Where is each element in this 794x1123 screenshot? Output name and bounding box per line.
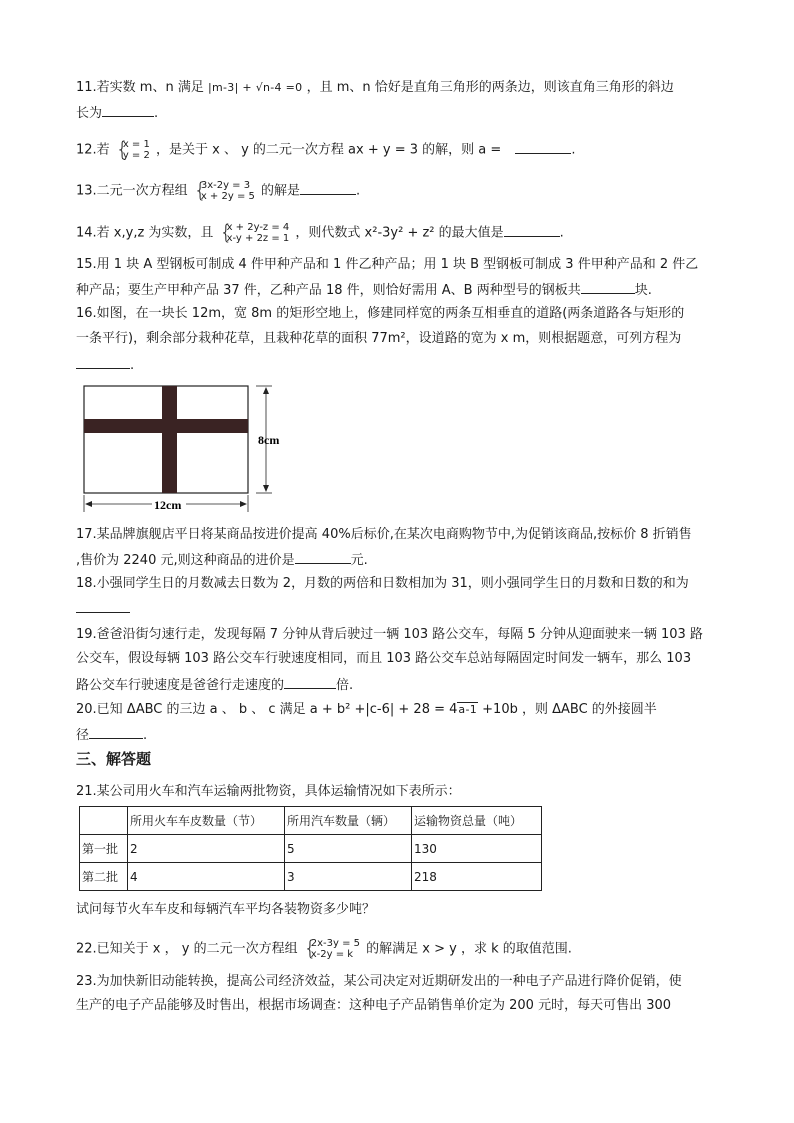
width-label: 12cm — [154, 498, 182, 512]
question-15-line-2: 种产品；要生产甲种产品 37 件，乙种产品 18 件，则恰好需用 A、B 两种型号的钢板共 块. — [76, 283, 652, 298]
road-figure — [76, 376, 296, 516]
answer-blank[interactable] — [76, 356, 130, 369]
table-header — [80, 807, 128, 835]
table-row — [80, 863, 542, 891]
question-11-line-2: 长为 . — [76, 106, 159, 121]
q11-math: |m-3| + √n-4 =0 — [207, 81, 303, 94]
question-16-line-3: . — [76, 356, 134, 374]
question-21-intro: 21.某公司用火车和汽车运输两批物资，具体运输情况如下表所示： — [76, 784, 461, 799]
question-23-line-1: 23.为加快新旧动能转换，提高公司经济效益，某公司决定对近期研发出的一种电子产品进行降价促销，使 — [76, 974, 682, 989]
equation-system: { x = 1 y = 2 — [116, 139, 150, 161]
answer-blank[interactable] — [89, 726, 143, 739]
equation-system: { 2x-3y = 5 x-2y = k — [304, 938, 360, 960]
horizontal-road — [84, 419, 248, 433]
answer-blank[interactable] — [515, 141, 571, 154]
table-header-row — [80, 807, 542, 835]
table-row — [80, 835, 542, 863]
question-19-line-2: 公交车，假设每辆 103 路公交车行驶速度相同，而且 103 路公交车总站每隔固定时间发一辆车，那么 103 — [76, 651, 692, 666]
answer-blank[interactable] — [504, 224, 560, 237]
answer-blank[interactable] — [300, 182, 356, 195]
height-label: 8cm — [258, 433, 280, 447]
question-17-line-2: ,售价为 2240 元,则这种商品的进价是 元. — [76, 553, 368, 568]
question-11-line-1: 11.若实数 m、n 满足 |m-3| + √n-4 =0 ，且 m、n 恰好是直角三角形的两条边，则该直角三角形的斜边 — [76, 80, 674, 95]
question-18-line-1: 18.小强同学生日的月数减去日数为 2，月数的两倍和日数相加为 31，则小强同学生日的月数和日数的和为 — [76, 576, 689, 591]
table-cell: 218 — [412, 863, 542, 891]
section-title: 三、解答题 — [76, 750, 152, 768]
question-20-line-1: 20.已知 ΔABC 的三边 a 、 b 、 c 满足 a + b² +|c-6| + 28 = 4a-1 +10b ，则 ΔABC 的外接圆半 — [76, 702, 657, 717]
equation-system: { 3x-2y = 3 x + 2y = 5 — [194, 180, 255, 202]
question-19-line-3: 路公交车行驶速度是爸爸行走速度的 倍. — [76, 678, 354, 693]
question-23-line-2: 生产的电子产品能够及时售出，根据市场调查：这种电子产品销售单价定为 200 元时，每天可售出 300 — [76, 998, 672, 1013]
question-22: 22.已知关于 x ， y 的二元一次方程组 { 2x-3y = 5 x-2y = k 的解满足 x > y ，求 k 的取值范围. — [76, 938, 572, 960]
question-14: 14.若 x,y,z 为实数，且 { x + 2y-z = 4 x-y + 2z = 1 ，则代数式 x²-3y² + z² 的最大值是 . — [76, 222, 564, 244]
table-cell: 第二批 — [80, 863, 128, 891]
question-16-line-1: 16.如图，在一块长 12m，宽 8m 的矩形空地上，修建同样宽的两条互相垂直的道路(两条道路各与矩形的 — [76, 306, 685, 321]
question-18-line-2 — [76, 600, 130, 618]
answer-blank[interactable] — [581, 281, 635, 294]
table-header: 运输物资总量（吨） — [412, 807, 542, 835]
answer-blank[interactable] — [76, 600, 130, 613]
question-19-line-1: 19.爸爸沿街匀速行走，发现每隔 7 分钟从背后驶过一辆 103 路公交车，每隔 5 分钟从迎面驶来一辆 103 路 — [76, 627, 703, 642]
table-cell: 3 — [285, 863, 412, 891]
answer-blank[interactable] — [102, 104, 154, 117]
question-13: 13.二元一次方程组 { 3x-2y = 3 x + 2y = 5 的解是 . — [76, 180, 360, 202]
table-cell: 2 — [128, 835, 285, 863]
answer-blank[interactable] — [295, 551, 351, 564]
table-cell: 4 — [128, 863, 285, 891]
table-cell: 第一批 — [80, 835, 128, 863]
equation-system: { x + 2y-z = 4 x-y + 2z = 1 — [220, 222, 290, 244]
question-16-line-2: 一条平行)，剩余部分栽种花草，且栽种花草的面积 77m²，设道路的宽为 x m，则根据题意，可列方程为 — [76, 331, 682, 346]
table-header: 所用汽车数量（辆） — [285, 807, 412, 835]
question-21-prompt: 试问每节火车车皮和每辆汽车平均各装物资多少吨？ — [76, 902, 376, 917]
table-cell: 130 — [412, 835, 542, 863]
question-12: 12.若 { x = 1 y = 2 ，是关于 x 、 y 的二元一次方程 ax + y = 3 的解，则 a = . — [76, 139, 576, 161]
answer-blank[interactable] — [284, 676, 336, 689]
vertical-road — [162, 386, 177, 493]
transport-table — [79, 806, 542, 891]
question-20-line-2: 径 . — [76, 728, 148, 743]
table-cell: 5 — [285, 835, 412, 863]
table-header: 所用火车车皮数量（节） — [128, 807, 285, 835]
question-15-line-1: 15.用 1 块 A 型钢板可制成 4 件甲种产品和 1 件乙种产品；用 1 块 B 型钢板可制成 3 件甲种产品和 2 件乙 — [76, 257, 699, 272]
sqrt-expression: a-1 — [458, 703, 478, 716]
question-17-line-1: 17.某品牌旗舰店平日将某商品按进价提高 40%后标价,在某次电商购物节中,为促销该商品,按标价 8 折销售 — [76, 527, 692, 542]
